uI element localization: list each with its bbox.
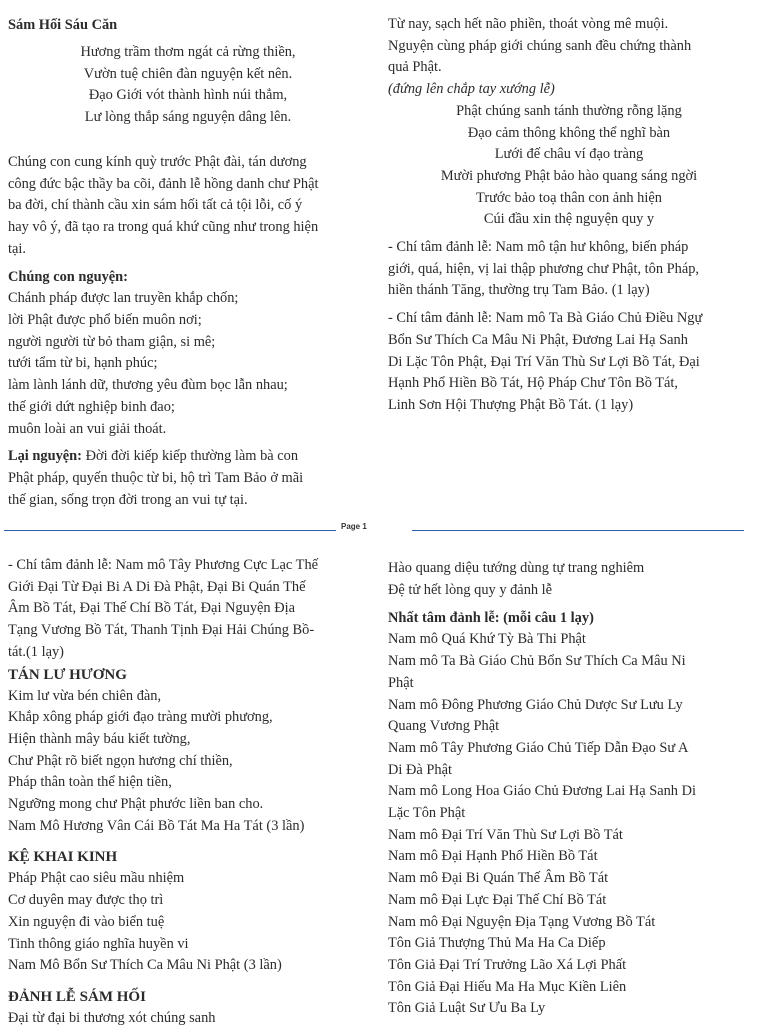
- bow-line: Giới Đại Từ Đại Bi A Di Đà Phật, Đại Bi Quán Thế: [8, 578, 306, 595]
- sutra-line: Xin nguyện đi vào biển tuệ: [8, 913, 165, 930]
- text-line: Hào quang diệu tướng dùng tự trang nghiêm: [388, 560, 645, 576]
- incense-line: Ngưỡng mong chư Phật phước liền ban cho.: [8, 796, 264, 813]
- homage-line: Nam mô Đông Phương Giáo Chủ Dược Sư Lưu Ly: [388, 696, 683, 713]
- bow-line: giới, quá, hiện, vị lai thập phương chư Phật, tôn Pháp,: [388, 260, 700, 277]
- vow-line: tưới tẩm từ bi, hạnh phúc;: [8, 355, 158, 372]
- intro-line: ba đời, chí thành cầu xin sám hối tất cả tội lỗi, cố ý: [8, 197, 303, 214]
- text-line: Đệ tử hết lòng quy y đảnh lễ: [388, 581, 553, 598]
- vow-line: Chánh pháp được lan truyền khắp chốn;: [8, 290, 239, 307]
- sutra-line: Pháp Phật cao siêu mầu nhiệm: [8, 870, 185, 887]
- again-vow-line: [8, 446, 368, 468]
- intro-line: tại.: [8, 240, 26, 257]
- vow-line: thế giới dứt nghiệp binh đao;: [8, 398, 175, 415]
- verse-line: Trước bảo toạ thân con ảnh hiện: [476, 189, 662, 206]
- bow-line: Âm Bồ Tát, Đại Thế Chí Bồ Tát, Đại Nguyện Địa: [8, 600, 295, 617]
- homage-line: Tôn Giả Thượng Thủ Ma Ha Ca Diếp: [388, 935, 606, 952]
- verse-line: Vườn tuệ chiên đàn nguyện kết nên.: [83, 65, 293, 82]
- intro-line: hay vô ý, đã tạo ra trong quá khứ cũng như trong hiện: [8, 218, 319, 235]
- sutra-line: Cơ duyên may được thọ trì: [8, 892, 164, 909]
- homage-line: Tôn Giả Luật Sư Ưu Ba Ly: [388, 1000, 546, 1017]
- vow-line: muôn loài an vui giải thoát.: [8, 420, 167, 437]
- page-one-left-column: [8, 14, 368, 511]
- incense-line: Chư Phật rõ biết ngọn hương chí thiền,: [8, 752, 233, 769]
- verse-line: Mười phương Phật bảo hào quang sáng ngời: [440, 167, 698, 184]
- bow-line: Linh Sơn Hội Thượng Phật Bồ Tát. (1 lạy): [388, 396, 634, 413]
- text-line: quả Phật.: [388, 59, 442, 76]
- homage-line: Nam mô Đại Nguyện Địa Tạng Vương Bồ Tát: [388, 913, 656, 930]
- again-vow-line: thế gian, sống trọn đời trong an vui tự tại.: [8, 491, 248, 508]
- incense-heading: TÁN LƯ HƯƠNG: [8, 666, 127, 683]
- page-one-right-column: [388, 14, 750, 417]
- homage-line: Phật: [388, 674, 414, 691]
- bow-line: hiền thánh Tăng, thường trụ Tam Bảo. (1 lạy): [388, 282, 650, 299]
- incense-line: Kim lư vừa bén chiên đàn,: [8, 687, 162, 704]
- vow-heading: Chúng con nguyện:: [8, 269, 128, 286]
- vow-line: lời Phật được phổ biến muôn nơi;: [8, 312, 202, 329]
- divider-rule-left: [4, 530, 336, 531]
- intro-line: Chúng con cung kính quỳ trước Phật đài, tán dương: [8, 153, 307, 170]
- sutra-line: Tinh thông giáo nghĩa huyền vi: [8, 935, 189, 952]
- divider-rule-right: [412, 530, 744, 531]
- bow-heading: Nhất tâm đảnh lễ: (mỗi câu 1 lạy): [388, 610, 594, 627]
- verse-line: Lư lòng thắp sáng nguyện dâng lên.: [84, 109, 292, 126]
- page-number-label: Page 1: [341, 522, 367, 531]
- sutra-heading: KỆ KHAI KINH: [8, 849, 118, 866]
- bow-line: Di Lặc Tôn Phật, Đại Trí Văn Thù Sư Lợi Bồ Tát, Đại: [388, 353, 700, 370]
- incense-line: Pháp thân toàn thể hiện tiền,: [8, 774, 172, 791]
- page-divider: [0, 518, 768, 538]
- bow-line: Hạnh Phổ Hiền Bồ Tát, Hộ Pháp Chư Tôn Bồ Tát,: [388, 375, 679, 392]
- homage-line: Nam mô Đại Bi Quán Thế Âm Bồ Tát: [388, 870, 609, 887]
- verse-line: Đạo Giới vót thành hình núi thẳm,: [88, 87, 288, 104]
- verse-line: Phật chúng sanh tánh thường rỗng lặng: [456, 102, 682, 119]
- homage-line: Lặc Tôn Phật: [388, 805, 466, 822]
- again-vow-text: Đời đời kiếp kiếp thường làm bà con: [81, 448, 299, 465]
- incense-line: Hiện thành mây báu kiết tường,: [8, 730, 191, 747]
- bow-line: - Chí tâm đảnh lễ: Nam mô Tây Phương Cực Lạc Thế: [8, 557, 319, 573]
- repentance-heading: ĐẢNH LỄ SÁM HỐI: [8, 988, 146, 1005]
- bow-line: tát.(1 lạy): [8, 643, 64, 660]
- again-vow-line: Phật pháp, quyến thuộc từ bi, hộ trì Tam Bảo ở mãi: [8, 469, 304, 486]
- repentance-line: Đại từ đại bi thương xót chúng sanh: [8, 1009, 216, 1026]
- again-vow-label: Lại nguyện:: [8, 448, 82, 465]
- homage-line: Nam mô Đại Hạnh Phổ Hiền Bồ Tát: [388, 848, 598, 865]
- bow-line: - Chí tâm đảnh lễ: Nam mô tận hư không, biến pháp: [388, 239, 689, 256]
- page-two-right-column: [388, 558, 750, 1020]
- incense-line: Nam Mô Hương Vân Cái Bồ Tát Ma Ha Tát (3 lần): [8, 817, 305, 834]
- vow-line: người người từ bỏ tham giận, si mê;: [8, 333, 216, 350]
- incense-line: Khắp xông pháp giới đạo tràng mười phương,: [8, 709, 273, 726]
- intro-line: công đức bậc thầy ba cõi, đảnh lễ hồng danh chư Phật: [8, 175, 319, 192]
- verse-line: Đạo cảm thông không thể nghĩ bàn: [467, 124, 671, 141]
- homage-line: Tôn Giả Đại Hiếu Ma Ha Mục Kiền Liên: [388, 978, 627, 995]
- bow-line: Tạng Vương Bồ Tát, Thanh Tịnh Đại Hải Chúng Bồ-: [8, 622, 315, 639]
- verse-line: Lưới đế châu ví đạo tràng: [494, 146, 644, 163]
- homage-line: Nam mô Ta Bà Giáo Chủ Bổn Sư Thích Ca Mâu Ni: [388, 653, 686, 670]
- document-title: Sám Hối Sáu Căn: [8, 17, 118, 33]
- homage-line: Nam mô Quá Khứ Tỳ Bà Thi Phật: [388, 631, 586, 648]
- bow-line: - Chí tâm đảnh lễ: Nam mô Ta Bà Giáo Chủ Điều Ngự: [388, 310, 703, 327]
- verse-line: Cúi đầu xin thệ nguyện quy y: [483, 211, 655, 228]
- homage-line: Quang Vương Phật: [388, 718, 500, 735]
- homage-line: Di Đà Phật: [388, 761, 452, 778]
- homage-line: Nam mô Đại Trí Văn Thù Sư Lợi Bồ Tát: [388, 826, 623, 843]
- vow-line: làm lành lánh dữ, thương yêu đùm bọc lẫn nhau;: [8, 377, 288, 394]
- text-line: Nguyện cùng pháp giới chúng sanh đều chứng thành: [388, 37, 692, 54]
- page-two-left-column: [8, 555, 368, 1030]
- homage-line: Nam mô Long Hoa Giáo Chủ Đương Lai Hạ Sanh Di: [388, 783, 696, 800]
- sutra-line: Nam Mô Bổn Sư Thích Ca Mâu Ni Phật (3 lần): [8, 957, 282, 974]
- homage-line: Nam mô Tây Phương Giáo Chủ Tiếp Dẫn Đạo Sư A: [388, 739, 689, 756]
- instruction-line: (đứng lên chắp tay xướng lễ): [388, 81, 555, 98]
- homage-line: Tôn Giả Đại Trí Trưởng Lão Xá Lợi Phất: [388, 956, 627, 973]
- bow-line: Bổn Sư Thích Ca Mâu Ni Phật, Đương Lai Hạ Sanh: [388, 331, 688, 348]
- verse-line: Hương trầm thơm ngát cả rừng thiền,: [80, 44, 296, 60]
- text-line: Từ nay, sạch hết não phiền, thoát vòng mê muội.: [388, 16, 669, 32]
- homage-line: Nam mô Đại Lực Đại Thế Chí Bồ Tát: [388, 891, 607, 908]
